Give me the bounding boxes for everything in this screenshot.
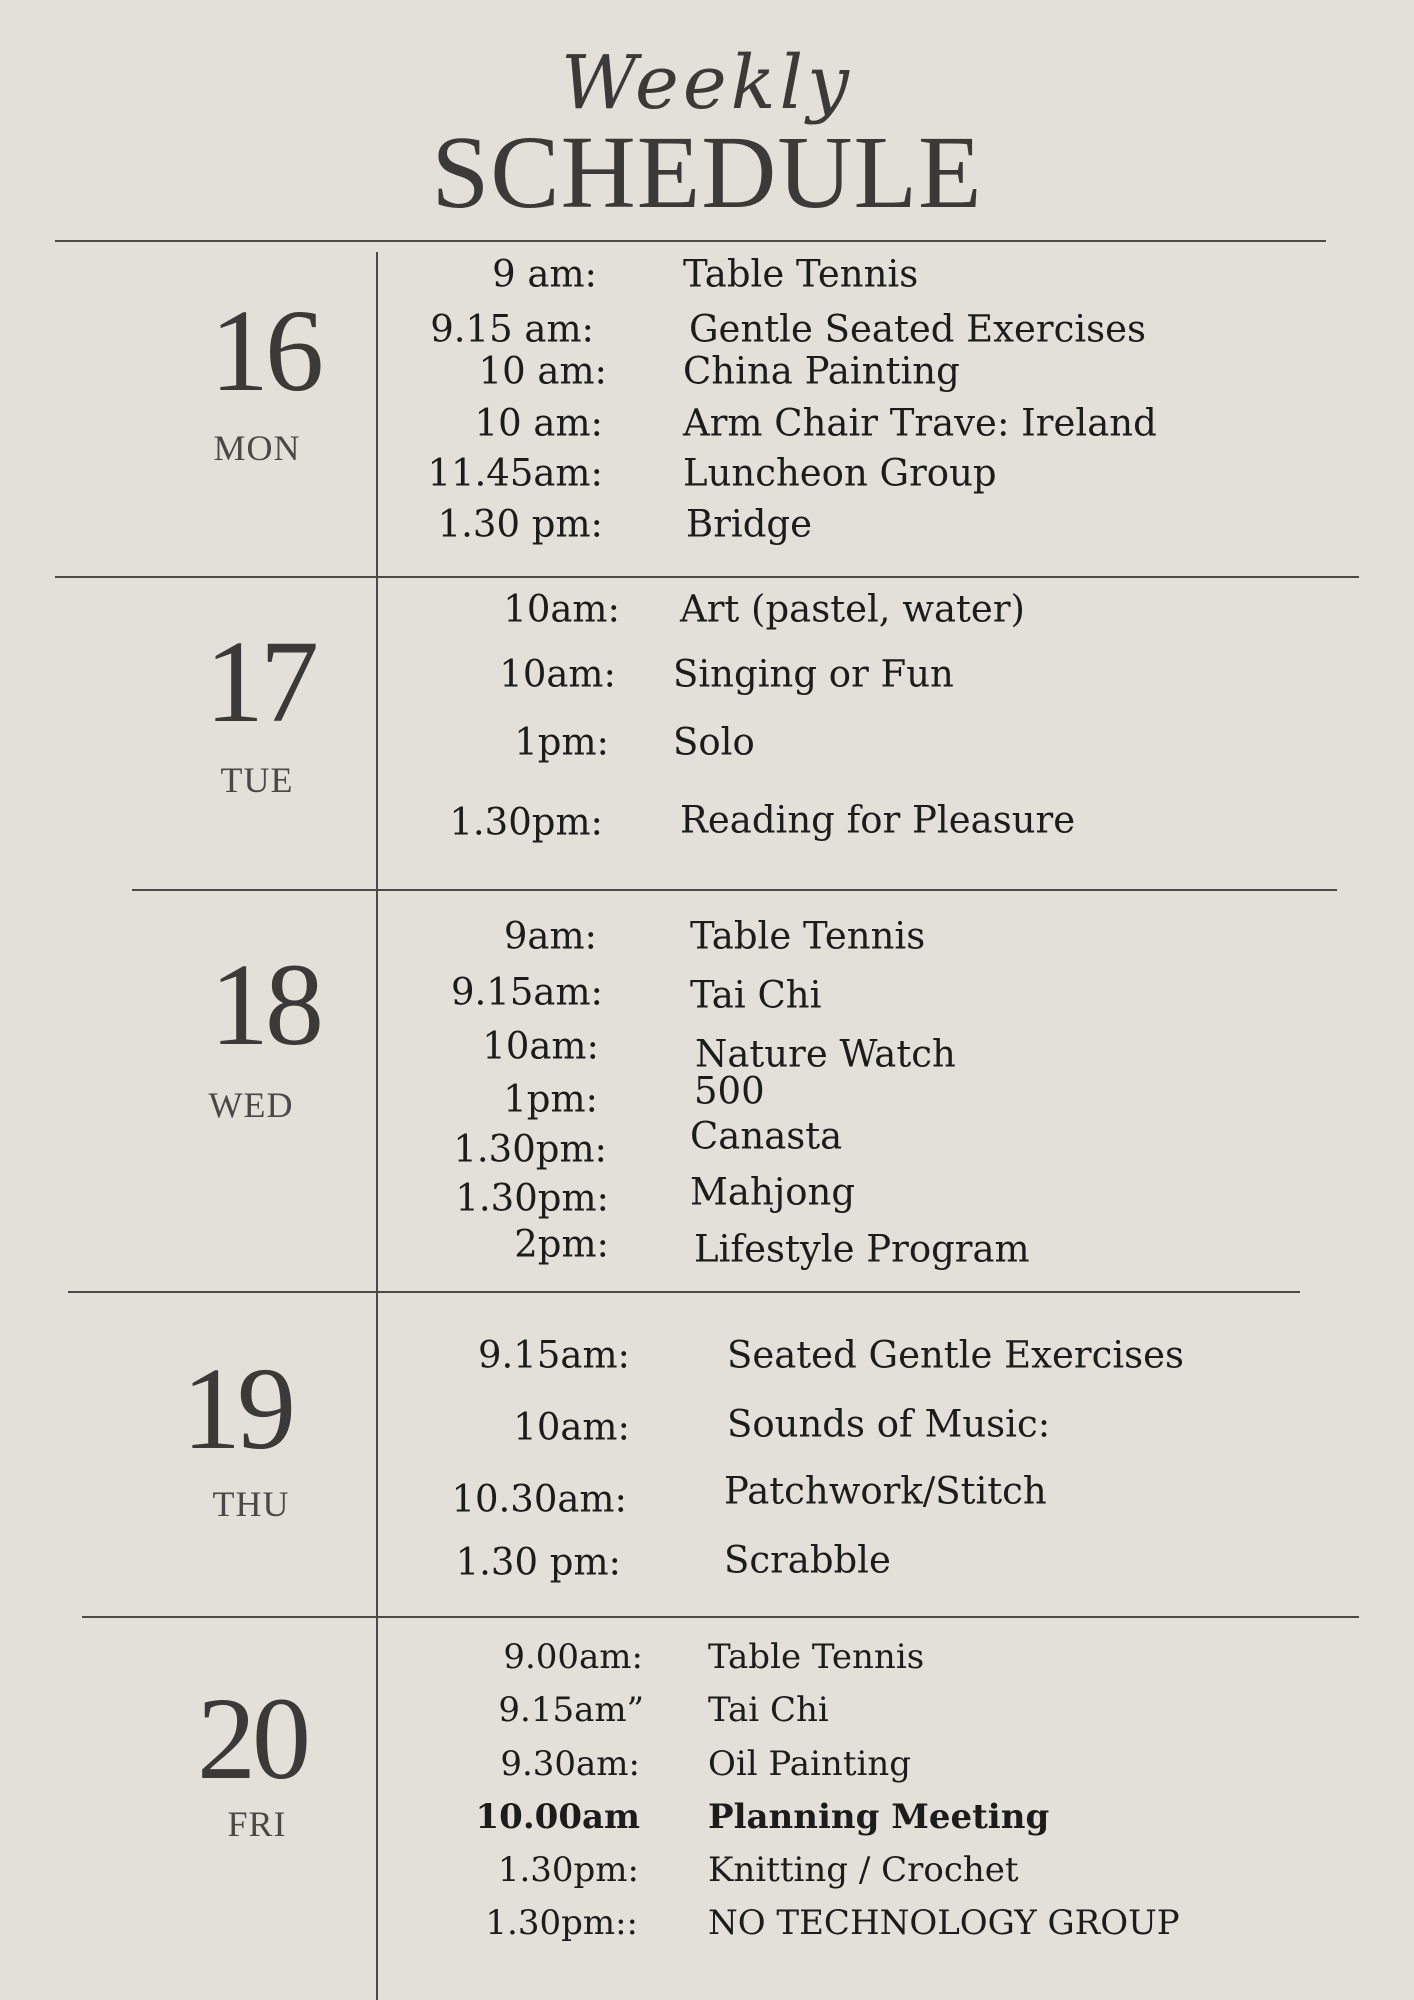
day-number: 19 xyxy=(182,1343,292,1474)
event-activity: 500 xyxy=(694,1069,765,1113)
event-activity: Tai Chi xyxy=(708,1690,829,1730)
page-title: SCHEDULE xyxy=(431,115,983,230)
event-activity: Table Tennis xyxy=(683,252,919,296)
event-activity: Table Tennis xyxy=(708,1637,925,1677)
event-activity: NO TECHNOLOGY GROUP xyxy=(708,1903,1180,1943)
event-activity: Singing or Fun xyxy=(673,652,954,696)
event-activity: Canasta xyxy=(690,1114,843,1158)
event-time: 9.30am: xyxy=(500,1744,640,1784)
event-activity: Scrabble xyxy=(724,1538,891,1582)
event-time: 1pm: xyxy=(503,1077,598,1121)
event-time: 1.30pm:: xyxy=(485,1903,638,1943)
day-name: WED xyxy=(208,1085,294,1125)
event-activity: Table Tennis xyxy=(690,914,926,958)
event-time: 10 am: xyxy=(478,349,607,393)
event-activity: Nature Watch xyxy=(695,1032,956,1076)
event-activity: Gentle Seated Exercises xyxy=(689,307,1147,351)
event-activity: China Painting xyxy=(683,349,960,393)
divider-wed-thu xyxy=(68,1291,1300,1293)
event-activity: Bridge xyxy=(686,502,812,546)
event-time: 2pm: xyxy=(514,1222,609,1266)
event-activity: Luncheon Group xyxy=(683,451,997,495)
event-time: 9am: xyxy=(503,914,597,958)
day-name: MON xyxy=(213,428,301,468)
event-activity: Sounds of Music: xyxy=(727,1402,1051,1446)
day-name: TUE xyxy=(220,760,294,800)
event-time: 9 am: xyxy=(492,252,597,296)
event-time: 10am: xyxy=(482,1024,599,1068)
event-time: 9.00am: xyxy=(503,1637,643,1677)
event-time: 9.15am: xyxy=(478,1333,630,1377)
event-activity-highlighted: Planning Meeting xyxy=(708,1797,1050,1837)
day-name: THU xyxy=(212,1484,290,1524)
divider-thu-fri xyxy=(82,1616,1359,1618)
event-time: 9.15 am: xyxy=(430,307,594,351)
event-time-highlighted: 10.00am xyxy=(475,1797,640,1837)
event-activity: Reading for Pleasure xyxy=(680,798,1076,842)
title-script-weekly: Weekly xyxy=(561,40,853,126)
event-time: 1pm: xyxy=(514,720,609,764)
event-time: 1.30pm: xyxy=(449,800,603,844)
day-number: 20 xyxy=(197,1673,307,1804)
divider-vertical xyxy=(376,252,378,2000)
day-number: 17 xyxy=(205,616,315,747)
event-time: 10 am: xyxy=(474,401,603,445)
event-activity: Arm Chair Trave: Ireland xyxy=(683,401,1157,445)
event-time: 1.30pm: xyxy=(453,1127,607,1171)
day-number: 16 xyxy=(210,285,320,416)
event-time: 1.30pm: xyxy=(455,1176,609,1220)
event-time: 1.30pm: xyxy=(497,1850,639,1890)
divider-top xyxy=(55,240,1326,242)
event-time: 9.15am: xyxy=(451,970,603,1014)
event-time: 9.15am” xyxy=(498,1690,644,1730)
day-name: FRI xyxy=(227,1804,287,1844)
divider-mon-tue xyxy=(55,576,1359,578)
divider-tue-wed xyxy=(132,889,1337,891)
event-time: 10.30am: xyxy=(451,1477,627,1521)
event-activity: Tai Chi xyxy=(690,973,822,1017)
event-activity: Knitting / Crochet xyxy=(708,1850,1019,1890)
event-activity: Seated Gentle Exercises xyxy=(727,1333,1185,1377)
event-time: 10am: xyxy=(499,652,616,696)
event-time: 10am: xyxy=(503,587,620,631)
event-activity: Solo xyxy=(673,720,755,764)
event-activity: Lifestyle Program xyxy=(694,1227,1030,1271)
event-time: 1.30 pm: xyxy=(455,1540,621,1584)
event-time: 11.45am: xyxy=(427,451,603,495)
event-time: 1.30 pm: xyxy=(437,502,603,546)
event-activity: Art (pastel, water) xyxy=(680,587,1025,631)
event-activity: Mahjong xyxy=(690,1170,856,1214)
event-activity: Patchwork/Stitch xyxy=(724,1469,1047,1513)
day-number: 18 xyxy=(210,939,320,1070)
event-time: 10am: xyxy=(513,1405,630,1449)
event-activity: Oil Painting xyxy=(708,1744,912,1784)
